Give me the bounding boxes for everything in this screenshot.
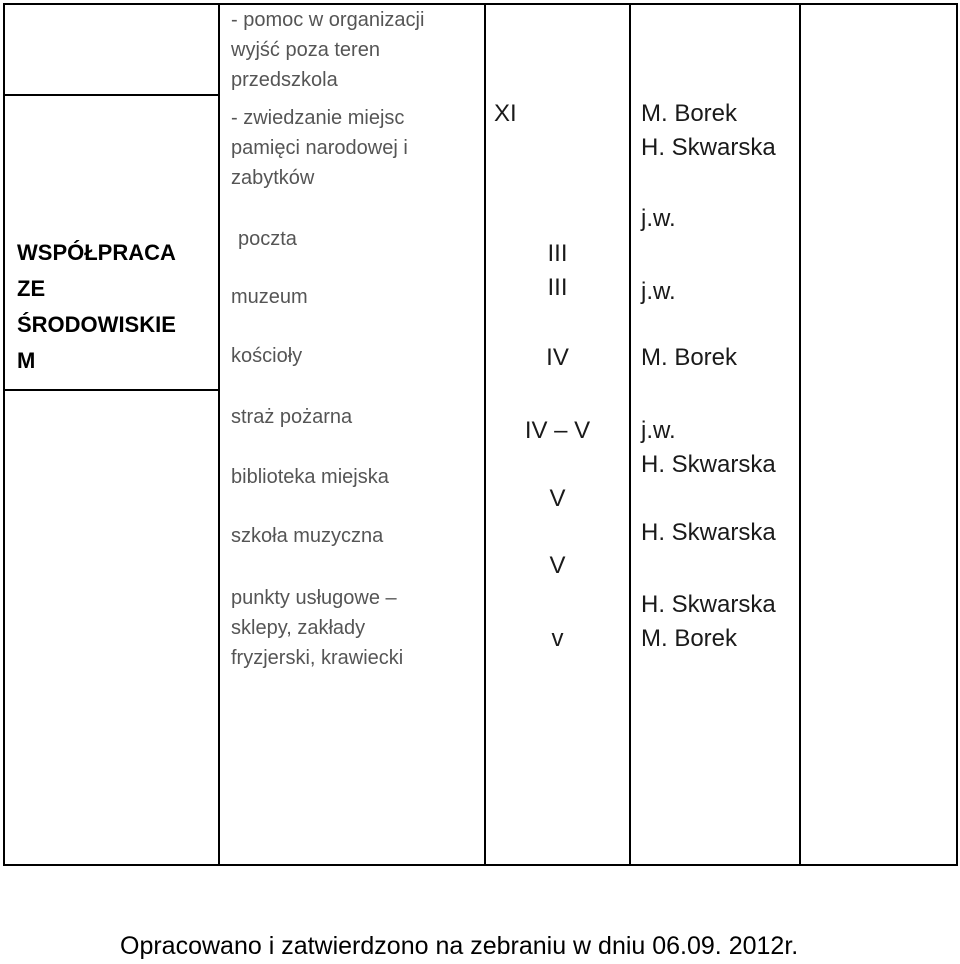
month-value: v [551, 625, 564, 652]
person-value: H. Skwarska [641, 519, 776, 546]
month-value: IV – V [524, 417, 591, 444]
category-line: WSPÓŁPRACA [17, 240, 176, 265]
column-divider-4 [799, 3, 801, 866]
month-value: XI [494, 100, 517, 127]
activity-line: straż pożarna [231, 406, 353, 428]
activity-line: zabytków [231, 167, 315, 189]
person-value: H. Skwarska [641, 134, 776, 161]
activity-line: muzeum [231, 286, 308, 308]
activity-line: kościoły [231, 345, 303, 367]
row-divider-1 [3, 94, 220, 96]
activity-line: sklepy, zakłady [231, 617, 366, 639]
row-divider-2 [3, 389, 220, 391]
person-value: M. Borek [641, 344, 738, 371]
person-value: j.w. [641, 205, 676, 232]
table-top-border [3, 3, 958, 5]
activity-line: - pomoc w organizacji [231, 9, 425, 31]
person-value: H. Skwarska [641, 451, 776, 478]
person-value: M. Borek [641, 625, 738, 652]
month-value: V [549, 485, 566, 512]
activity-line: szkoła muzyczna [231, 525, 384, 547]
person-value: H. Skwarska [641, 591, 776, 618]
person-value: j.w. [641, 417, 676, 444]
category-line: M [17, 348, 36, 373]
activity-line: fryzjerski, krawiecki [231, 647, 404, 669]
activity-line: przedszkola [231, 69, 338, 91]
person-value: M. Borek [641, 100, 738, 127]
activity-line: - zwiedzanie miejsc [231, 107, 405, 129]
month-value: IV [546, 344, 569, 371]
column-divider-3 [629, 3, 631, 866]
activity-line: biblioteka miejska [231, 466, 389, 488]
category-line: ZE [17, 276, 46, 301]
activity-line: wyjść poza teren [231, 39, 380, 61]
table-bottom-border [3, 864, 958, 866]
month-value: III [547, 274, 568, 301]
approval-footer: Opracowano i zatwierdzono na zebraniu w dniu 06.09. 2012r. [120, 932, 799, 960]
month-value: III [547, 240, 568, 267]
category-line: ŚRODOWISKIE [17, 312, 176, 337]
table-right-border [956, 3, 958, 866]
activity-line: punkty usługowe – [231, 587, 397, 609]
activity-line: poczta [238, 228, 297, 250]
column-divider-1 [218, 3, 220, 866]
month-value: V [549, 552, 566, 579]
person-value: j.w. [641, 278, 676, 305]
activity-line: pamięci narodowej i [231, 137, 408, 159]
table-left-border [3, 3, 5, 866]
